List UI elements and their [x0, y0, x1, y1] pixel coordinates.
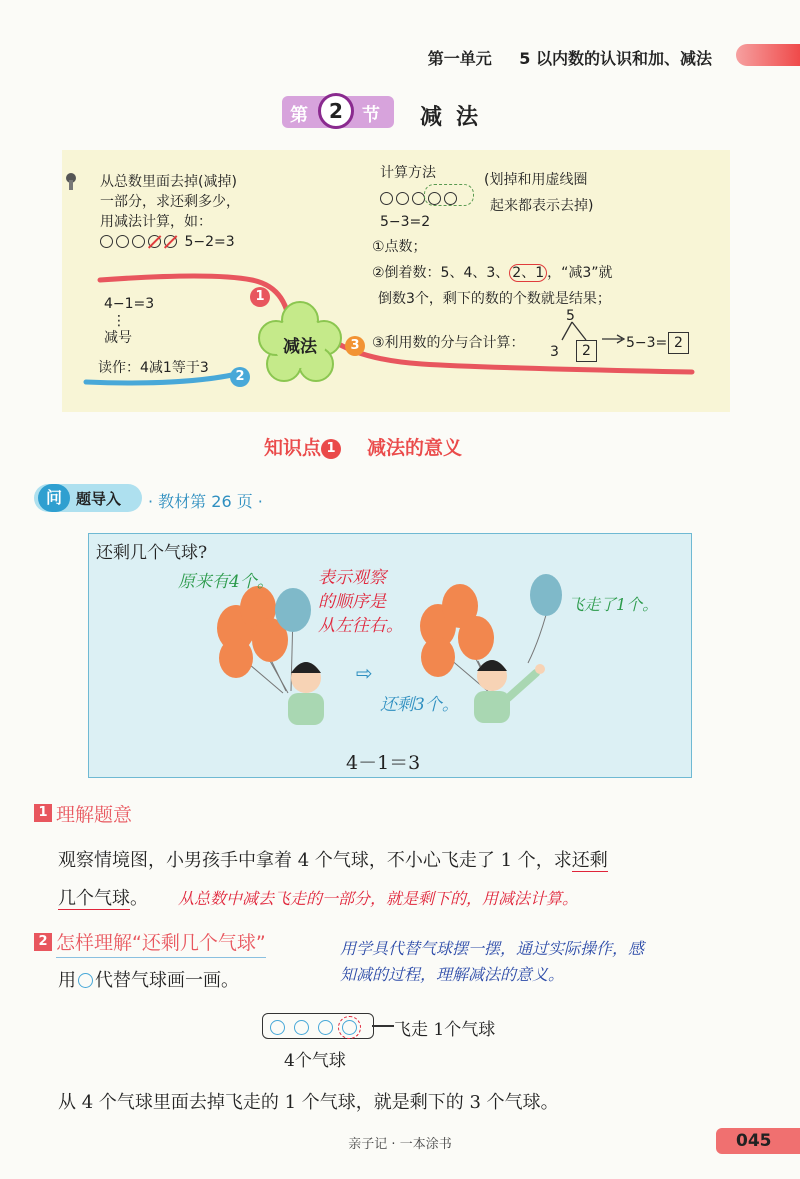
knowledge-point-heading	[264, 433, 462, 460]
scene-question: 还剩几个气球?	[96, 543, 208, 563]
node3-method-note-2: 起来都表示去掉)	[490, 198, 594, 214]
result-box: 2	[668, 332, 689, 354]
step1-annotation: 从总数中减去飞走的一部分，就是剩下的，用减法计算。	[178, 889, 579, 908]
center-label: 减法	[283, 337, 317, 357]
badge-3: 3	[345, 336, 365, 356]
step1-underlined-1: 还剩	[571, 850, 608, 871]
crossed-circle-icon	[148, 235, 161, 248]
node3-way2	[372, 263, 613, 283]
node1-line2: 一部分，求还剩多少，	[100, 194, 240, 210]
step1-line1	[58, 846, 608, 872]
node2-equation: 4−1=3	[104, 296, 155, 312]
circle-icon	[100, 235, 113, 248]
node1-text	[100, 172, 240, 252]
way2-count-text: ②倒着数：5、4、3、	[372, 265, 510, 281]
circle-icon	[294, 1020, 309, 1035]
badge-2: 2	[230, 367, 250, 387]
node3-way3: ③利用数的分与合计算：	[372, 335, 525, 351]
circle-icon	[116, 235, 129, 248]
dashed-circle-mark	[424, 184, 474, 206]
header-ribbon	[736, 44, 800, 66]
step1-period: 。	[130, 888, 148, 909]
draw-text-b: 代替气球画一画。	[95, 970, 239, 991]
arrow-right-icon	[602, 334, 628, 344]
note-order-line1: 表示观察	[318, 568, 386, 588]
removed-circle-icon	[342, 1020, 357, 1035]
intro-label: 题导入	[76, 490, 122, 508]
step1-title: 理解题意	[56, 804, 133, 826]
total-label: 4个气球	[284, 1051, 346, 1071]
page-number: 045	[716, 1128, 800, 1154]
pointer-line	[372, 1025, 394, 1027]
step2-title: 怎样理解“还剩几个气球”	[56, 928, 266, 958]
draw-text-a: 用	[58, 970, 76, 991]
node3-method-note-1: (划掉和用虚线圈	[484, 172, 588, 188]
result-text: 5−3=	[626, 335, 668, 351]
circle-icon	[396, 192, 409, 205]
step1-number: 1	[34, 804, 52, 822]
note-order	[318, 566, 403, 638]
node1-equation: 5−2=3	[184, 234, 235, 250]
step2-annotation-1: 用学具代替气球摆一摆，通过实际操作，感	[340, 939, 645, 958]
crossed-circle-icon	[164, 235, 177, 248]
circle-icon	[132, 235, 145, 248]
step1-line1-text: 观察情境图，小男孩手中拿着 4 个气球，不小心飞走了 1 个，求	[58, 850, 572, 871]
node2-sign-label: 减号	[104, 330, 132, 346]
step2-annotation-2: 知减的过程，理解减法的意义。	[340, 965, 565, 984]
node2-dots: ⋮	[112, 313, 126, 329]
split-right-box: 2	[576, 340, 597, 362]
note-order-line2: 的顺序是	[318, 592, 386, 612]
node3-way2c: 倒数3个，剩下的数的个数就是结果；	[378, 291, 611, 307]
section-title: 减法	[420, 105, 493, 130]
circle-icon	[270, 1020, 285, 1035]
circle-icon	[380, 192, 393, 205]
node3-equation: 5−3=2	[380, 214, 431, 230]
footer-text: 亲子记 · 一本涂书	[348, 1137, 452, 1152]
intro-badge: 问	[38, 484, 70, 512]
way2-minus3-text: ，“减3”就	[547, 265, 613, 281]
section-number: 2	[318, 93, 354, 129]
note-flew: 飞走了1个。	[568, 595, 659, 614]
note-original: 原来有4个。	[178, 572, 274, 592]
split-top: 5	[566, 308, 575, 324]
node2-read-as: 读作：4减1等于3	[98, 360, 209, 376]
unit-label: 第一单元	[427, 49, 492, 68]
balloon-circles	[270, 1018, 360, 1037]
node1-line1: 从总数里面去掉(减掉)	[100, 174, 237, 190]
chapter-header	[428, 46, 712, 69]
step2-draw-instruction	[58, 966, 239, 992]
step2-number: 2	[34, 933, 52, 951]
step1-underlined-2: 几个气球	[58, 888, 130, 909]
section-suffix: 节	[362, 105, 380, 126]
badge-1: 1	[250, 287, 270, 307]
node3-way1: ①点数；	[372, 239, 427, 255]
fly-label: 飞走 1个气球	[394, 1020, 496, 1040]
way2-circled-numbers: 2、1	[509, 264, 547, 282]
kp-number: 1	[321, 439, 341, 459]
node1-line3: 用减法计算，如：	[100, 214, 212, 230]
section-prefix: 第	[290, 105, 308, 126]
unit-topic: 5 以内数的认识和加、减法	[519, 49, 712, 68]
arrow-right-icon: ⇨	[356, 661, 373, 685]
node3-method-title: 计算方法	[380, 165, 436, 181]
step2-conclusion: 从 4 个气球里面去掉飞走的 1 个气球，就是剩下的 3 个气球。	[58, 1092, 559, 1113]
scene-equation: 4－1＝3	[346, 752, 421, 774]
note-left: 还剩3个。	[380, 695, 459, 715]
step1-line2	[58, 884, 148, 910]
intro-textbook-ref: · 教材第 26 页 ·	[148, 492, 263, 511]
kp-title: 知识点	[264, 437, 322, 459]
node1-example	[100, 232, 240, 252]
circle-icon	[78, 973, 93, 988]
split-left: 3	[550, 344, 559, 360]
node2-text	[104, 294, 154, 348]
note-order-line3: 从左往右。	[318, 616, 403, 636]
circle-icon	[318, 1020, 333, 1035]
kp-name: 减法的意义	[367, 437, 463, 459]
